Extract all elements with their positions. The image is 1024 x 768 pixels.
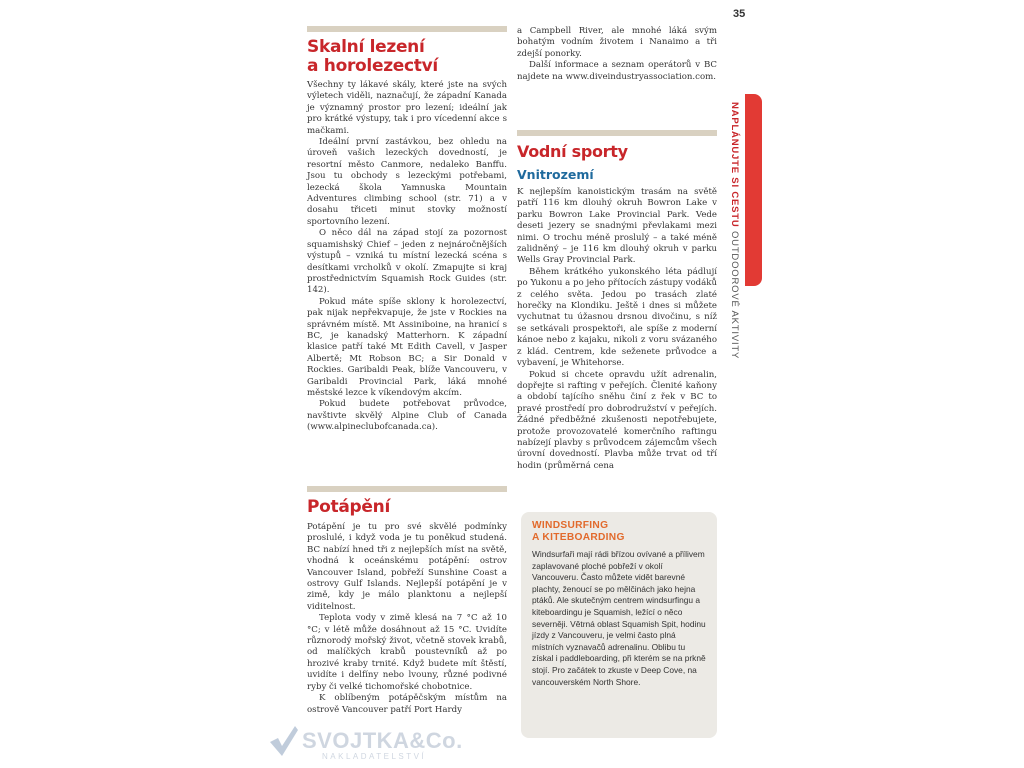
water-sports-body (517, 187, 717, 472)
watermark-name: SVOJTKA&Co. (302, 728, 463, 753)
watermark-sub: NAKLADATELSTVÍ (322, 752, 427, 761)
chapter-name: NAPLÁNUJTE SI CESTU (729, 102, 740, 228)
left-column-diving (307, 486, 507, 716)
section-rule (517, 130, 717, 136)
paragraph: O něco dál na západ stojí za pozornost squamishský Chief – jeden z nejnáročnějších výstupů – vzniká tu místní lezecká scéna s desítkami vrcholků v okolí. Zmapujte si kraj prostřednictvím Squamish Rock Guides (str. 142). (307, 228, 507, 296)
box-title-line: A KITEBOARDING (532, 532, 625, 543)
middle-column-water (517, 130, 717, 472)
chapter-tab-label (722, 102, 740, 372)
title-line: a horolezectví (307, 56, 438, 76)
title-line: Skalní lezení (307, 37, 425, 57)
checkmark-logo-icon (268, 724, 298, 758)
paragraph: Pokud si chcete opravdu užít adrenalin, dopřejte si rafting v peřejích. Členité kaňony a období tajícího sněhu činí z řek v BC to pravé prostředí pro dobrodružství v peřejích. Žádné předběžné zkušenosti nepotřebujete, protože provozovatelé komerčního raftingu nabízejí plavby s průvodcem zájemcům všech úrovní dovedností. Plavba může trvat od tří hodin (průměrná cena (517, 369, 717, 471)
section-title-diving: Potápění (307, 497, 390, 517)
paragraph: Pokud budete potřebovat průvodce, navštivte skvělý Alpine Club of Canada (www.alpineclubofcanada.ca). (307, 399, 507, 433)
middle-column (517, 26, 717, 83)
section-rule (307, 26, 507, 32)
section-title-climbing (307, 38, 507, 76)
windsurfing-box (521, 512, 717, 738)
climbing-body (307, 80, 507, 434)
paragraph: Všechny ty lákavé skály, které jste na svých výletech viděli, naznačují, že západní Kanada je významný prostor pro lezení; ideální jak pro krátké výstupy, tak i pro vícedenní akce s mačkami. (307, 80, 507, 136)
paragraph: a Campbell River, ale mnohé láká svým bohatým vodním životem i Nanaimo a tři zdejší ponorky. (517, 26, 717, 59)
page-number: 35 (733, 8, 746, 20)
box-title (532, 520, 706, 544)
paragraph: Teplota vody v zimě klesá na 7 °C až 10 °C; v létě může dosáhnout až 15 °C. Uvidíte různorodý mořský život, včetně stovek krabů, od malíčkých krabů poustevníků až po hrozivé kraby trnité. Když budete mít štěstí, uvidíte i delfíny nebo lvouny, různé podivné ryby či velké tichomořské chobotnice. (307, 613, 507, 692)
chapter-tab-marker (745, 94, 762, 286)
box-text: Windsurfaři mají rádi břízou ovívané a přílivem zaplavované ploché pobřeží v okolí Vancouveru. Často můžete vidět barevné plachty, ženoucí se po mělčinách jako hejna ptáků. Ale skutečným centrem windsurfingu a kiteboardingu je Squamish, ležící o něco severněji. Větrná oblast Squamish Spit, hodinu jízdy z Vancouveru, je velmi často plná místních vyznavačů adrenalinu. Oblibu tu získal i paddleboarding, při kterém se na prkně stojí. Pro začátek to zkuste v Deep Cove, na vancouverském North Shore. (532, 549, 706, 687)
box-title-line: WINDSURFING (532, 520, 609, 531)
paragraph: Další informace a seznam operátorů v BC najdete na www.diveindustryassociation.com. (517, 60, 717, 82)
paragraph: K oblíbeným potápěčským místům na ostrově Vancouver patří Port Hardy (307, 693, 507, 715)
section-rule (307, 486, 507, 492)
section-title-water-sports: Vodní sporty (517, 142, 628, 161)
paragraph: Během krátkého yukonského léta pádlují po Yukonu a po jeho přítocích zástupy vodáků z celého světa. Jedou po trasách zlaté horečky na Klondiku. Ještě i dnes si můžete vychutnat tu úžasnou drsnou divočinu, s níž se setkávali prospektoři, ale spíše z moderní kánoe nebo z kajaku, nikoli z voru svázaného z klád. Centrem, kde seženete průvodce a vybavení, je Whitehorse. (517, 266, 717, 369)
chapter-section: OUTDOOROVÉ AKTIVITY (729, 227, 740, 360)
paragraph: K nejlepším kanoistickým trasám na světě patří 116 km dlouhý okruh Bowron Lake v parku Bowron Lake Provincial Park. Vede deseti jezery se snadnými převlakami mezi nimi. O trochu méně proslulý – a také méně zalidněný – je 116 km dlouhý okruh v parku Wells Gray Provincial Park. (517, 187, 717, 266)
paragraph: Potápění je tu pro své skvělé podmínky proslulé, i když voda je tu poněkud studená. BC nabízí hned tři z nejlepších míst na světě, vhodná k oceánskému potápění: ostrov Vancouver Island, pobřeží Sunshine Coast a ostrovy Gulf Islands. Nejlepší potápění je v zimě, kdy je málo planktonu a nejlepší viditelnost. (307, 522, 507, 612)
paragraph: Pokud máte spíše sklony k horolezectví, pak nijak nepřekvapuje, že jste v Rockies na správném místě. Mt Assiniboine, na hranicí s BC, je kanadský Matterhorn. K západní klasice patří také Mt Edith Cavell, v Jasper Albertě; Mt Robson BC; a Sir Donald v Rockies. Garibaldi Peak, blíže Vancouveru, v Garibaldi Provincial Park, láká mnohé městské lezce k víkendovým akcím. (307, 296, 507, 398)
diving-body (307, 522, 507, 716)
left-column (307, 26, 507, 434)
paragraph: Ideální první zastávkou, bez ohledu na úroveň vašich lezeckých dovedností, je resortní město Canmore, nedaleko Banffu. Jsou tu obchody s lezeckými potřebami, lezecká škola Yamnuska Mountain Adventures climbing school (str. 71) a v dosahu třiceti minut stovky možností sportovního lezení. (307, 137, 507, 227)
subsection-title-inland: Vnitrozemí (517, 167, 594, 182)
publisher-watermark (268, 722, 468, 766)
